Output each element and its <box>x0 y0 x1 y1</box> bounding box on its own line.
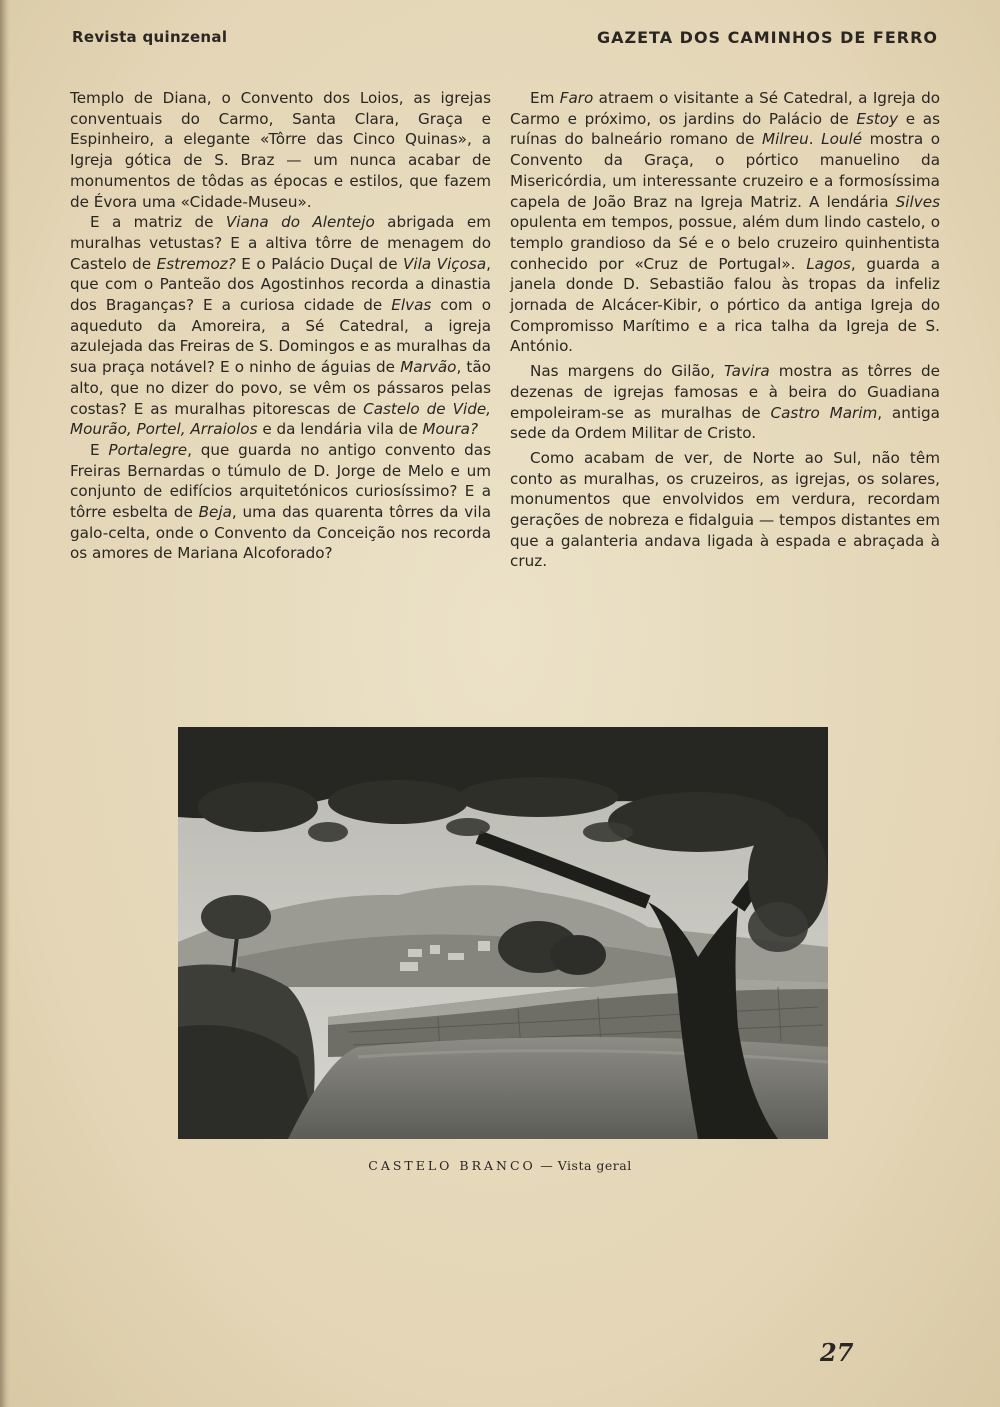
header-left: Revista quinzenal <box>72 28 228 46</box>
right-column-paragraph-1: Em Faro atraem o visitante a Sé Catedral, a Igreja do Carmo e próximo, os jardins do Palácio de Estoy e as ruínas do balneário romano de Milreu. Loulé mostra o Convento da Graça, o pórtico manuelino da Misericórdia, um interessante cruzeiro e a formosíssima capela de João Braz na Igreja Matriz. A lendária Silves opulenta em tempos, possue, além dum lindo castelo, o templo grandioso da Sé e o belo cruzeiro quinhentista conhecido por «Cruz de Portugal». Lagos, guarda a janela donde D. Sebastião falou às tropas da infeliz jornada de Alcácer-Kibir, o pórtico da antiga Igreja do Compromisso Marítimo e a rica talha da Igreja de S. António. <box>510 89 941 356</box>
left-column <box>70 88 491 564</box>
right-column-paragraph-2: Nas margens do Gilão, Tavira mostra as tôrres de dezenas de igrejas famosas e à beira do Guadiana empoleiram-se as muralhas de Castro Marim, antiga sede da Ordem Militar de Cristo. <box>510 362 940 443</box>
page-number: 27 <box>820 1338 854 1367</box>
right-column-paragraph-3: Como acabam de ver, de Norte ao Sul, não têm conto as muralhas, os cruzeiros, as igrejas, os solares, monumentos que envolvidos em verdura, recordam gerações de nobreza e fidalguia — tempos distantes em que a galanteria andava ligada à espada e abraçada à cruz. <box>510 448 940 571</box>
left-column-paragraph-3: E Portalegre, que guarda no antigo convento das Freiras Bernardas o túmulo de D. Jorge de Melo e um conjunto de edifícios arquitetónicos curiosíssimo? E a tôrre esbelta de Beja, uma das quarenta tôrres da vila galo-celta, onde o Convento da Conceição nos recorda os amores de Mariana Alcoforado? <box>70 440 491 563</box>
right-column <box>510 88 940 572</box>
castelo-branco-photo <box>178 727 828 1139</box>
left-column-paragraph-1: Templo de Diana, o Convento dos Loios, as igrejas conventuais do Carmo, Santa Clara, Graça e Espinheiro, a elegante «Tôrre das Cinco Quinas», a Igreja gótica de S. Braz — um nunca acabar de monumentos de tôdas as épocas e estilos, que fazem de Évora uma «Cidade-Museu». <box>70 89 491 211</box>
page-binding-edge <box>0 0 10 1407</box>
photo-illustration <box>178 727 828 1139</box>
caption-title: CASTELO BRANCO <box>368 1158 536 1173</box>
caption-subtitle: — Vista geral <box>540 1158 632 1173</box>
header-right: GAZETA DOS CAMINHOS DE FERRO <box>596 28 938 47</box>
photo-caption <box>0 1158 1000 1173</box>
left-column-paragraph-2: E a matriz de Viana do Alentejo abrigada em muralhas vetustas? E a altiva tôrre de menagem do Castelo de Estremoz? E o Palácio Duçal de Vila Viçosa, que com o Panteão dos Agostinhos recorda a dinastia dos Braganças? E a curiosa cidade de Elvas com o aqueduto da Amoreira, a Sé Catedral, a igreja azulejada das Freiras de S. Domingos e as muralhas da sua praça notável? E o ninho de águias de Marvão, tão alto, que no dizer do povo, se vêm os pássaros pelas costas? E as muralhas pitorescas de Castelo de Vide, Mourão, Portel, Arraiolos e da lendária vila de Moura? <box>70 213 492 439</box>
